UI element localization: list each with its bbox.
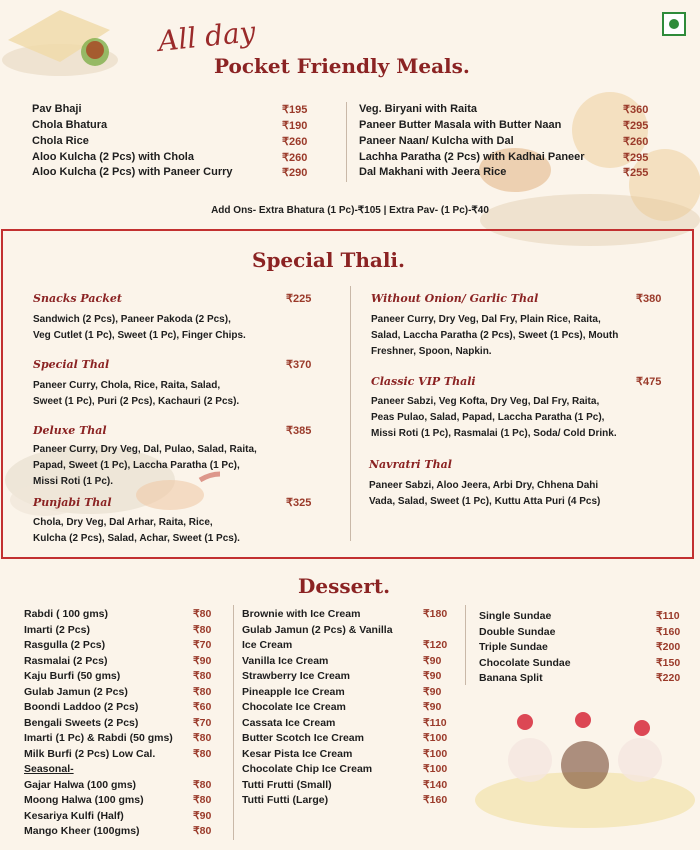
thal-name: Without Onion/ Garlic Thal xyxy=(371,292,539,305)
thal-name: Classic VIP Thali xyxy=(371,375,476,388)
dessert-price: ₹200 xyxy=(656,641,681,653)
thal-name: Punjabi Thal xyxy=(33,496,112,509)
dessert-item: Pineapple Ice Cream xyxy=(242,685,345,698)
meal-item: Paneer Butter Masala with Butter Naan xyxy=(359,119,562,131)
thal-name: Deluxe Thal xyxy=(33,424,107,437)
dessert-price: ₹60 xyxy=(193,701,212,713)
thal-desc-line: Sweet (1 Pc), Puri (2 Pcs), Kachauri (2 Pcs). xyxy=(33,396,240,407)
meal-item: Dal Makhani with Jeera Rice xyxy=(359,166,507,178)
thal-desc-line: Papad, Sweet (1 Pc), Laccha Paratha (1 Pc), xyxy=(33,460,240,471)
dessert-price: ₹140 xyxy=(423,778,448,791)
dessert-item: Gulab Jamun (2 Pcs) & Vanilla xyxy=(242,623,393,636)
dessert-item: Chocolate Ice Cream xyxy=(242,701,346,713)
seasonal-label: Seasonal- xyxy=(24,763,74,775)
meal-price: ₹260 xyxy=(282,136,308,148)
dessert-price: ₹80 xyxy=(193,778,212,791)
dessert-price: ₹80 xyxy=(193,670,212,682)
dessert-item: Brownie with Ice Cream xyxy=(242,608,361,620)
meal-item: Chola Rice xyxy=(32,135,89,147)
dessert-price: ₹90 xyxy=(193,654,212,667)
dessert-price: ₹100 xyxy=(423,747,448,760)
meal-price: ₹360 xyxy=(623,104,649,116)
dessert-price: ₹110 xyxy=(656,610,680,622)
thal-desc-line: Paneer Curry, Dry Veg, Dal Fry, Plain Rice, Raita, xyxy=(371,314,601,325)
thal-desc-line: Paneer Curry, Chola, Rice, Raita, Salad, xyxy=(33,380,221,391)
dessert-item: Moong Halwa (100 gms) xyxy=(24,794,144,806)
thal-desc-line: Missi Roti (1 Pc), Rasmalai (1 Pc), Soda/ Cold Drink. xyxy=(371,428,617,439)
thal-desc-line: Salad, Laccha Paratha (2 Pcs), Sweet (1 Pcs), Mouth xyxy=(371,330,619,341)
thali-divider xyxy=(350,286,351,541)
dessert-item: Mango Kheer (100gms) xyxy=(24,825,140,837)
dessert-item: Kesariya Kulfi (Half) xyxy=(24,809,124,822)
dessert-price: ₹100 xyxy=(423,763,448,775)
dessert-price: ₹80 xyxy=(193,747,212,760)
meal-price: ₹260 xyxy=(623,136,649,148)
dessert-item: Single Sundae xyxy=(479,610,552,622)
dessert-item: Rasmalai (2 Pcs) xyxy=(24,654,108,667)
dosa-plate-illustration xyxy=(0,0,130,80)
dessert-item: Strawberry Ice Cream xyxy=(242,670,350,682)
meal-price: ₹255 xyxy=(623,167,649,179)
dessert-item: Ice Cream xyxy=(242,639,293,651)
dessert-item: Imarti (2 Pcs) xyxy=(24,623,90,636)
thal-desc-line: Paneer Sabzi, Aloo Jeera, Arbi Dry, Chhena Dahi xyxy=(369,480,599,491)
dessert-item: Double Sundae xyxy=(479,625,556,638)
dessert-item: Tutti Frutti (Small) xyxy=(242,778,332,791)
dessert-item: Chocolate Sundae xyxy=(479,656,571,669)
meals-divider xyxy=(346,102,347,182)
dessert-item: Gajar Halwa (100 gms) xyxy=(24,778,137,791)
dessert-item: Gulab Jamun (2 Pcs) xyxy=(24,685,128,698)
dessert-section-title: Dessert. xyxy=(298,574,391,598)
dessert-price: ₹80 xyxy=(193,825,212,837)
dessert-price: ₹120 xyxy=(423,639,448,651)
sundae-illustration xyxy=(470,680,700,850)
page-title: Pocket Friendly Meals. xyxy=(214,54,470,78)
thal-name: Navratri Thal xyxy=(369,458,452,471)
thal-desc-line: Peas Pulao, Salad, Papad, Laccha Paratha (1 Pc), xyxy=(371,412,605,423)
dessert-item: Imarti (1 Pc) & Rabdi (50 gms) xyxy=(24,732,173,744)
dessert-price: ₹220 xyxy=(656,672,681,684)
dessert-price: ₹110 xyxy=(423,716,447,729)
dessert-item: Tutti Futti (Large) xyxy=(242,794,329,806)
dessert-item: Kesar Pista Ice Cream xyxy=(242,747,353,760)
dessert-price: ₹70 xyxy=(193,639,212,651)
meal-price: ₹190 xyxy=(282,120,308,132)
thal-desc-line: Veg Cutlet (1 Pc), Sweet (1 Pc), Finger Chips. xyxy=(33,330,246,341)
thal-price: ₹385 xyxy=(286,425,312,437)
veg-symbol-icon xyxy=(662,12,686,36)
dessert-price: ₹80 xyxy=(193,608,212,620)
dessert-price: ₹80 xyxy=(193,732,212,744)
script-title: All day xyxy=(156,14,257,59)
dessert-price: ₹150 xyxy=(656,656,681,669)
thal-desc-line: Paneer Curry, Dry Veg, Dal, Pulao, Salad, Raita, xyxy=(33,444,257,455)
dessert-item: Triple Sundae xyxy=(479,641,548,653)
meal-item: Aloo Kulcha (2 Pcs) with Paneer Curry xyxy=(32,166,233,178)
dessert-price: ₹70 xyxy=(193,716,212,729)
dessert-item: Vanilla Ice Cream xyxy=(242,654,329,667)
meal-item: Lachha Paratha (2 Pcs) with Kadhai Paneer xyxy=(359,151,585,163)
addons-note: Add Ons- Extra Bhatura (1 Pc)-₹105 | Extra Pav- (1 Pc)-₹40 xyxy=(211,205,489,216)
thal-desc-line: Sandwich (2 Pcs), Paneer Pakoda (2 Pcs), xyxy=(33,314,231,325)
dessert-item: Cassata Ice Cream xyxy=(242,716,336,729)
dessert-price: ₹160 xyxy=(656,625,681,638)
dessert-price: ₹90 xyxy=(423,685,442,698)
dessert-item: Bengali Sweets (2 Pcs) xyxy=(24,716,139,729)
meal-item: Aloo Kulcha (2 Pcs) with Chola xyxy=(32,151,194,163)
thali-section-title: Special Thali. xyxy=(252,248,405,272)
thal-name: Special Thal xyxy=(33,358,110,371)
meal-price: ₹195 xyxy=(282,104,308,116)
thal-price: ₹380 xyxy=(636,293,662,305)
dessert-item: Rabdi ( 100 gms) xyxy=(24,608,109,620)
meal-item: Chola Bhatura xyxy=(32,119,108,131)
meal-price: ₹295 xyxy=(623,120,649,132)
thal-desc-line: Paneer Sabzi, Veg Kofta, Dry Veg, Dal Fry, Raita, xyxy=(371,396,600,407)
dessert-item: Milk Burfi (2 Pcs) Low Cal. xyxy=(24,747,156,760)
dessert-item: Rasgulla (2 Pcs) xyxy=(24,639,106,651)
meal-price: ₹295 xyxy=(623,152,649,164)
dessert-divider-2 xyxy=(465,605,466,685)
dessert-price: ₹90 xyxy=(423,654,442,667)
dessert-price: ₹90 xyxy=(423,670,442,682)
dessert-price: ₹80 xyxy=(193,623,212,636)
dessert-price: ₹80 xyxy=(193,685,212,698)
dessert-price: ₹90 xyxy=(423,701,442,713)
thal-desc-line: Missi Roti (1 Pc). xyxy=(33,476,114,487)
dessert-price: ₹80 xyxy=(193,794,212,806)
dessert-divider-1 xyxy=(233,605,234,840)
dessert-item: Butter Scotch Ice Cream xyxy=(242,732,364,744)
dessert-price: ₹180 xyxy=(423,608,448,620)
dessert-price: ₹100 xyxy=(423,732,448,744)
meal-price: ₹290 xyxy=(282,167,308,179)
thal-price: ₹225 xyxy=(286,293,312,305)
thal-desc-line: Chola, Dry Veg, Dal Arhar, Raita, Rice, xyxy=(33,517,213,528)
thal-name: Snacks Packet xyxy=(33,292,122,305)
meal-item: Pav Bhaji xyxy=(32,103,82,115)
dessert-item: Chocolate Chip Ice Cream xyxy=(242,763,373,775)
dessert-price: ₹90 xyxy=(193,809,212,822)
thal-price: ₹325 xyxy=(286,497,312,509)
dessert-item: Boondi Laddoo (2 Pcs) xyxy=(24,701,139,713)
dessert-item: Banana Split xyxy=(479,672,543,684)
thal-desc-line: Kulcha (2 Pcs), Salad, Achar, Sweet (1 Pcs). xyxy=(33,533,240,544)
thal-price: ₹475 xyxy=(636,376,662,388)
dessert-price: ₹160 xyxy=(423,794,448,806)
meal-price: ₹260 xyxy=(282,152,308,164)
dessert-item: Kaju Burfi (50 gms) xyxy=(24,670,121,682)
meal-item: Veg. Biryani with Raita xyxy=(359,103,477,115)
thal-price: ₹370 xyxy=(286,359,312,371)
thal-desc-line: Vada, Salad, Sweet (1 Pc), Kuttu Atta Puri (4 Pcs) xyxy=(369,496,601,507)
thal-desc-line: Freshner, Spoon, Napkin. xyxy=(371,346,492,357)
meal-item: Paneer Naan/ Kulcha with Dal xyxy=(359,135,514,147)
